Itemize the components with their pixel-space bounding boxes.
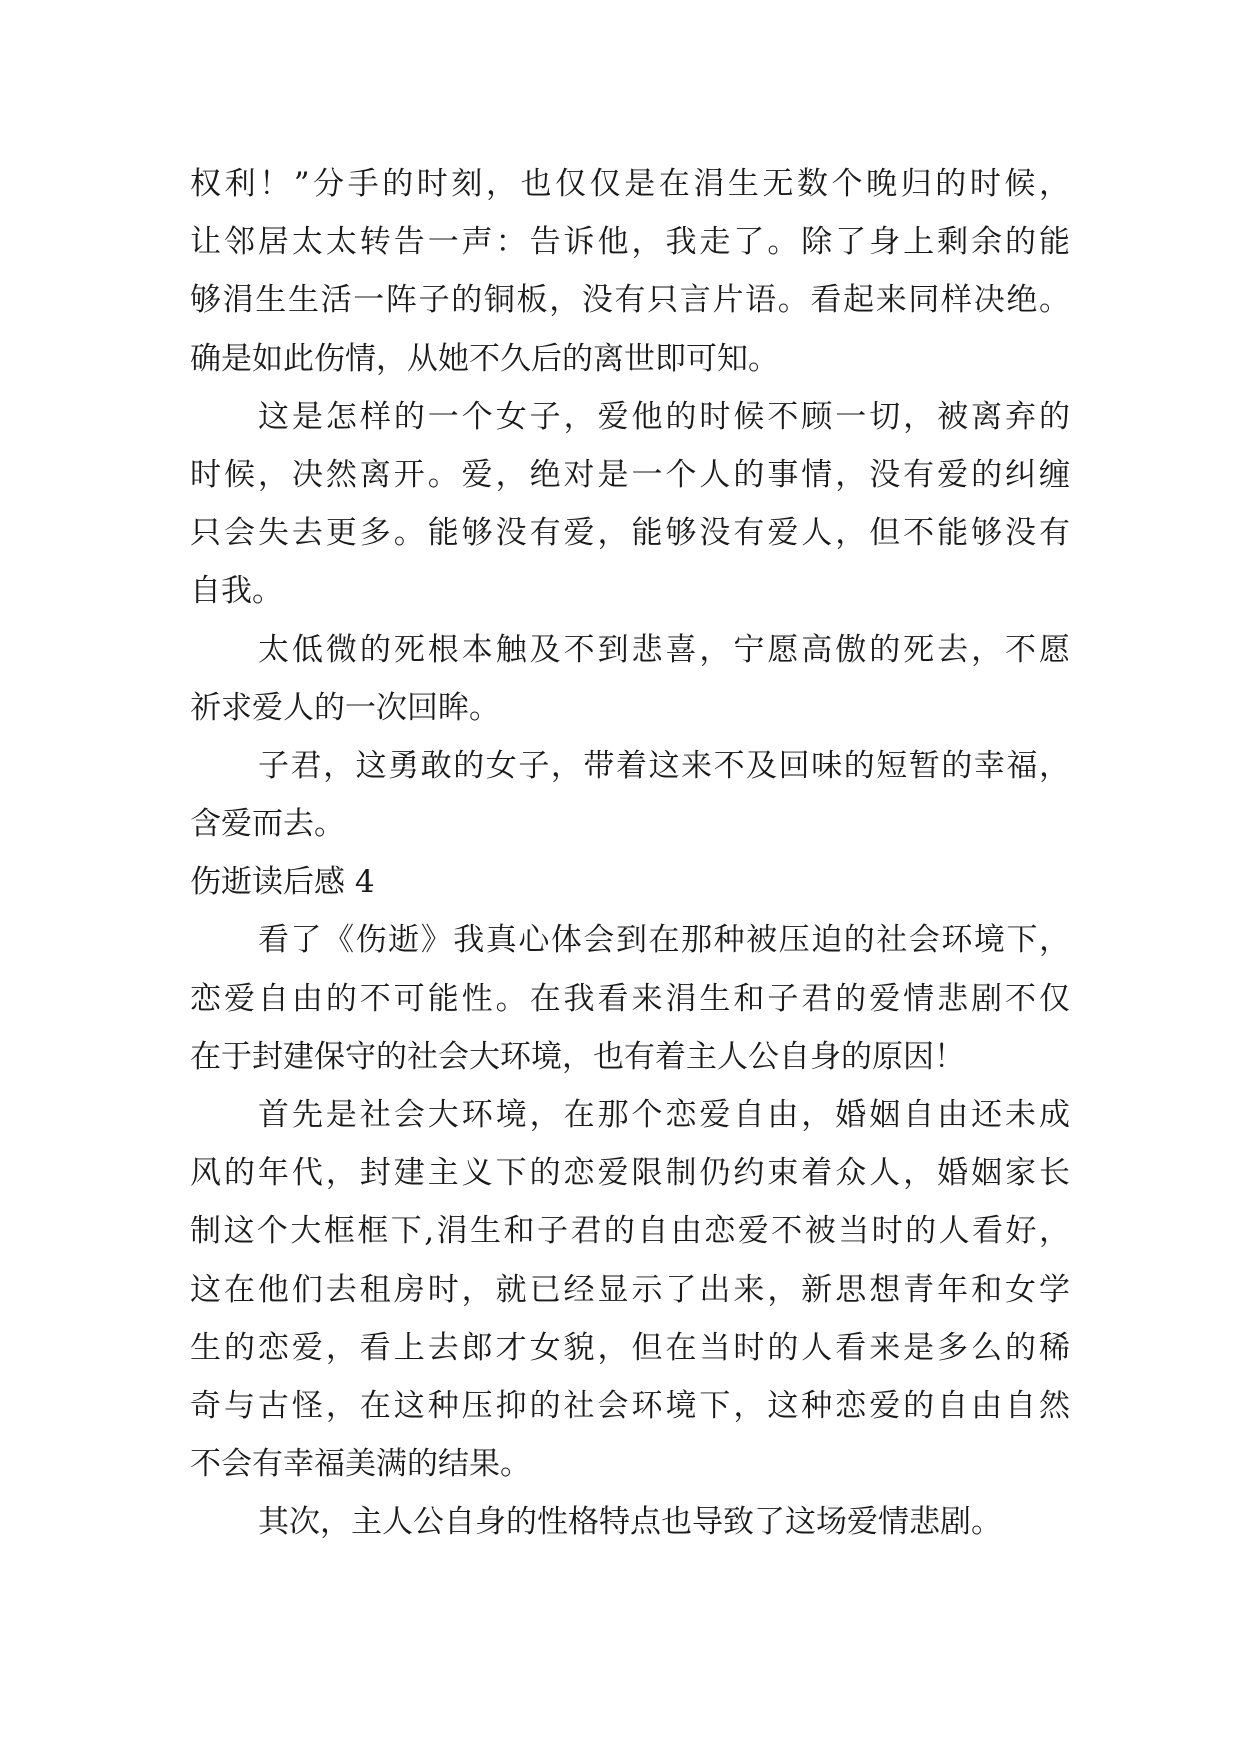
text-line: 这是怎样的一个女子，爱他的时候不顾一切，被离弃的 — [258, 398, 1070, 435]
text-line: 恋爱自由的不可能性。在我看来涓生和子君的爱情悲剧不仅 — [190, 980, 1070, 1017]
text-line: 生的恋爱，看上去郎才女貌，但在当时的人看来是多么的稀 — [190, 1329, 1070, 1366]
text-line: 自我。 — [190, 573, 283, 610]
text-line: 不会有幸福美满的结果。 — [190, 1446, 531, 1483]
section-heading: 伤逝读后感 4 — [190, 864, 375, 901]
text-line: 首先是社会大环境，在那个恋爱自由，婚姻自由还未成 — [258, 1097, 1070, 1133]
text-line: 其次，主人公自身的性格特点也导致了这场爱情悲剧。 — [258, 1504, 1002, 1541]
text-line: 让邻居太太转告一声：告诉他，我走了。除了身上剩余的能 — [190, 224, 1070, 261]
text-line: 在于封建保守的社会大环境，也有着主人公自身的原因！ — [190, 1038, 965, 1075]
text-line: 权利！”分手的时刻，也仅仅是在涓生无数个晚归的时候， — [190, 166, 1070, 202]
text-line: 看了《伤逝》我真心体会到在那种被压迫的社会环境下， — [258, 922, 1070, 959]
text-line: 祈求爱人的一次回眸。 — [190, 689, 500, 726]
text-line: 奇与古怪，在这种压抑的社会环境下，这种恋爱的自由自然 — [190, 1387, 1070, 1424]
text-line: 确是如此伤情，从她不久后的离世即可知。 — [190, 340, 779, 377]
text-line: 制这个大框框下,涓生和子君的自由恋爱不被当时的人看好， — [190, 1213, 1070, 1250]
text-line: 够涓生生活一阵子的铜板，没有只言片语。看起来同样决绝。 — [190, 282, 1070, 319]
document-body — [190, 155, 1070, 1552]
text-line: 只会失去更多。能够没有爱，能够没有爱人，但不能够没有 — [190, 515, 1070, 552]
text-line: 风的年代，封建主义下的恋爱限制仍约束着众人，婚姻家长 — [190, 1155, 1070, 1192]
text-line: 含爱而去。 — [190, 806, 345, 843]
text-line: 子君，这勇敢的女子，带着这来不及回味的短暂的幸福， — [258, 747, 1070, 784]
text-line: 太低微的死根本触及不到悲喜，宁愿高傲的死去，不愿 — [258, 631, 1070, 668]
text-line: 时候，决然离开。爱，绝对是一个人的事情，没有爱的纠缠 — [190, 456, 1070, 493]
text-line: 这在他们去租房时，就已经显示了出来，新思想青年和女学 — [190, 1271, 1070, 1308]
